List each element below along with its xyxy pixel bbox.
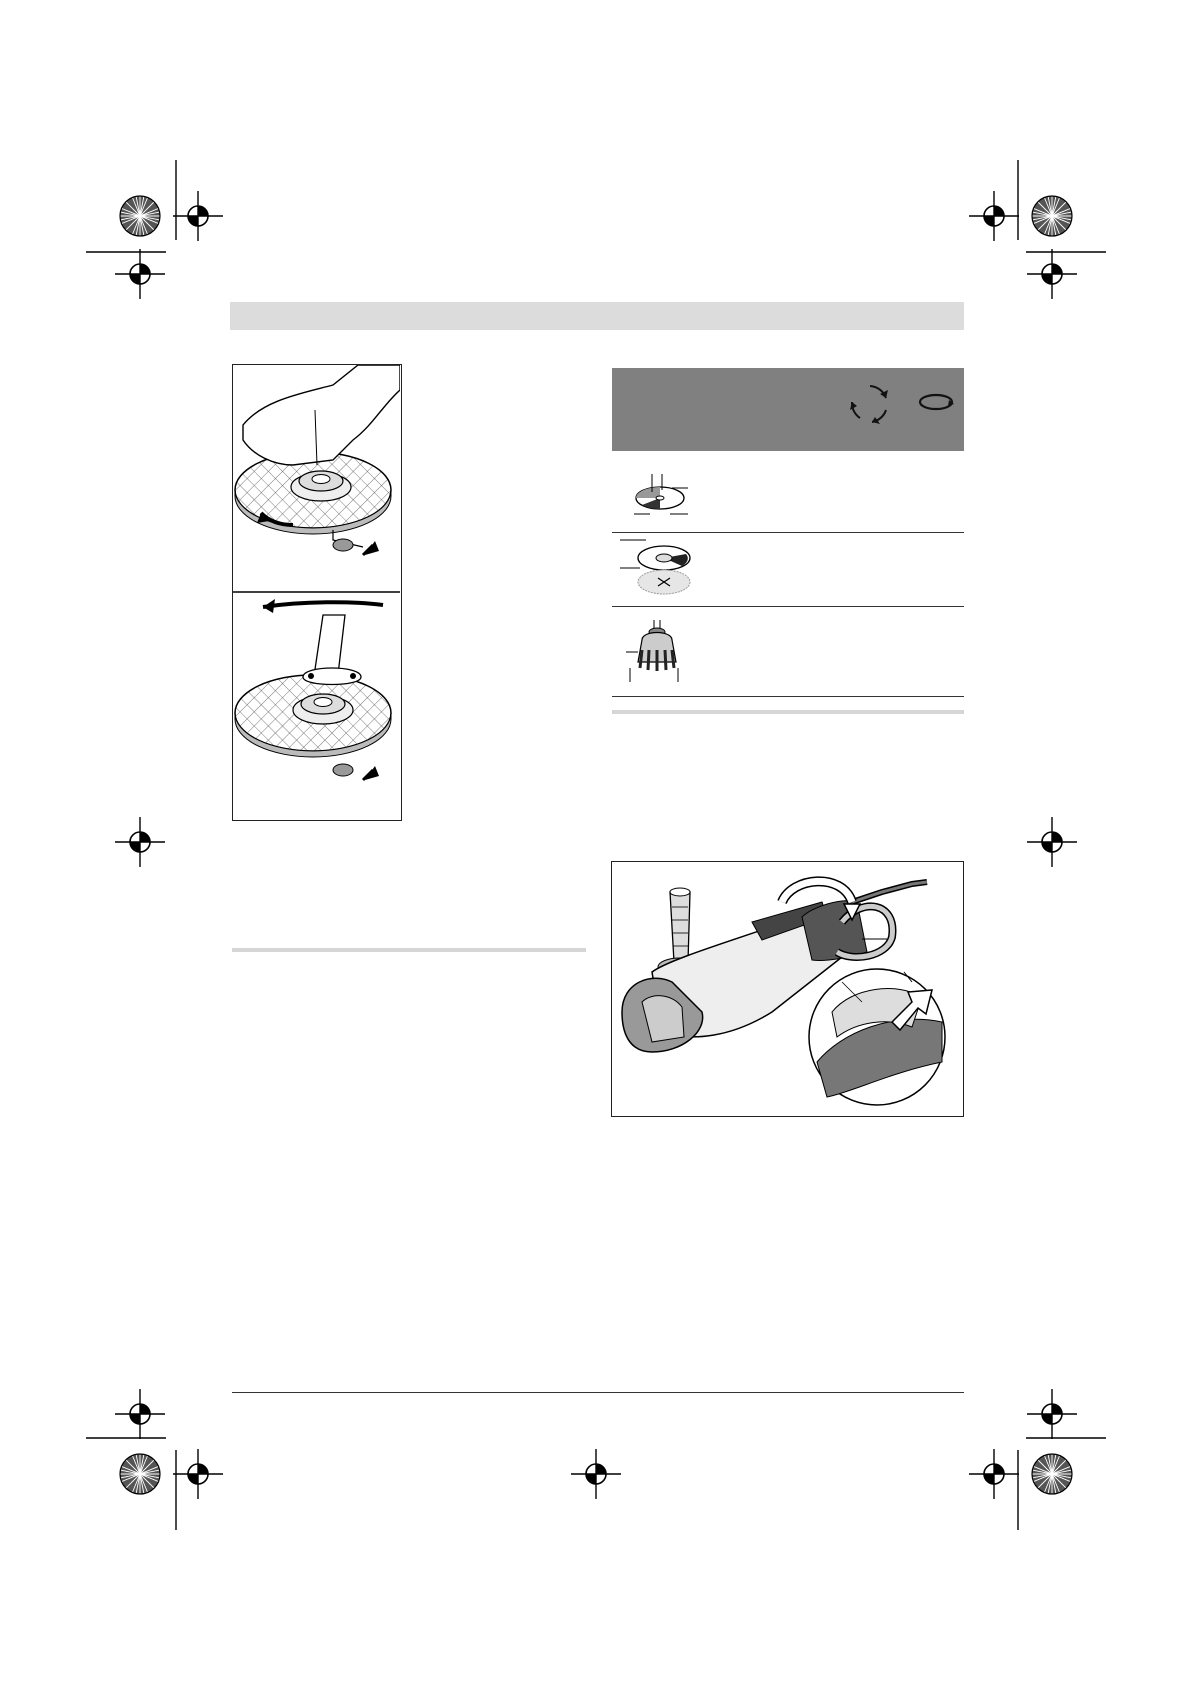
rotation-ring-icon bbox=[916, 390, 956, 414]
figure-grinder-handle-rotation bbox=[611, 861, 964, 1117]
angle-grinder-rotate-handle-icon bbox=[612, 862, 962, 1115]
recycle-arrows-icon bbox=[846, 380, 894, 428]
section-divider-left bbox=[232, 948, 586, 952]
disc-nut-hand-rotation-icon bbox=[233, 365, 400, 819]
cup-brush-icon bbox=[624, 618, 694, 684]
page-header-bar bbox=[230, 302, 964, 330]
table-row-divider bbox=[612, 606, 964, 607]
table-row-divider bbox=[612, 532, 964, 533]
section-divider-right bbox=[612, 710, 964, 714]
figure-disc-mounting bbox=[232, 364, 402, 821]
accessory-table-header bbox=[612, 368, 964, 451]
grinding-disc-dimension-icon bbox=[620, 472, 700, 522]
table-row-divider bbox=[612, 696, 964, 697]
flap-disc-backing-pad-icon bbox=[612, 538, 702, 602]
page-footer-rule bbox=[232, 1392, 964, 1393]
